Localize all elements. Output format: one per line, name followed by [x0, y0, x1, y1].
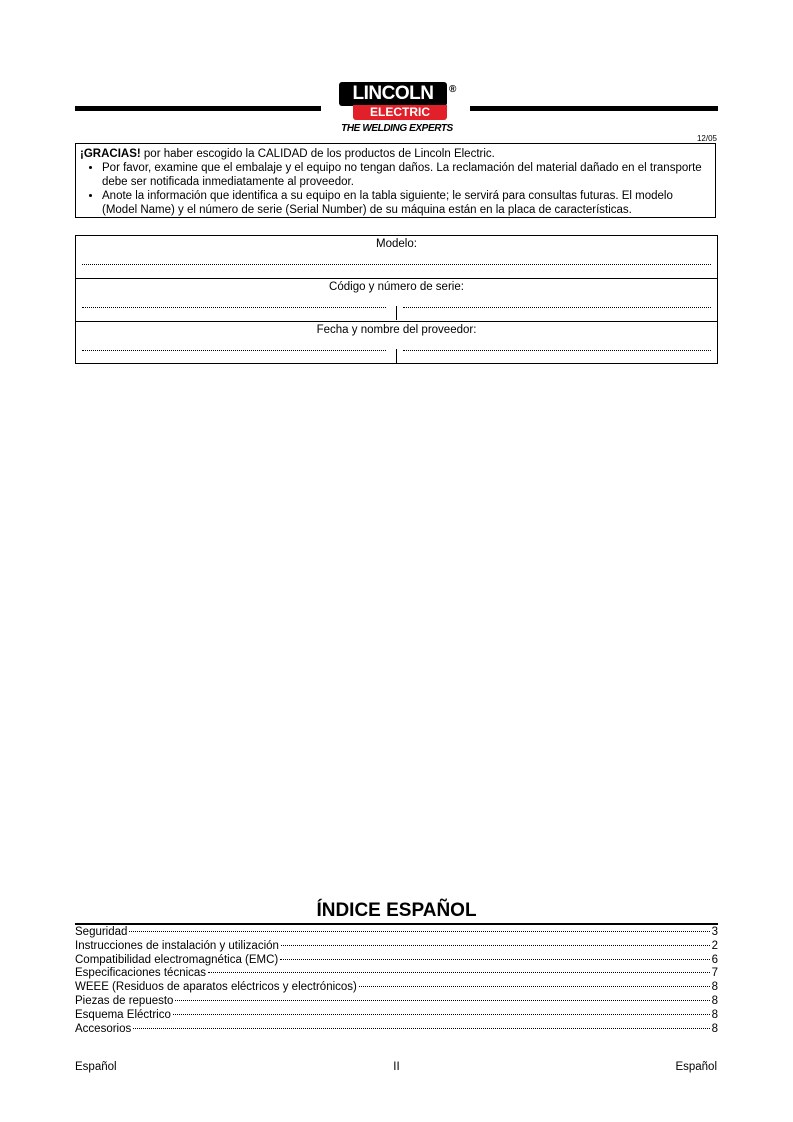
field-divider: [396, 306, 397, 320]
equipment-record-table: [75, 235, 718, 364]
toc-entry[interactable]: [75, 967, 718, 981]
thanks-lead: [80, 147, 711, 161]
toc-entry[interactable]: [75, 995, 718, 1009]
toc-entry[interactable]: [75, 940, 718, 954]
toc-leader: [280, 959, 709, 960]
toc-label: WEEE (Residuos de aparatos eléctricos y electrónicos): [75, 981, 357, 994]
toc-label: Esquema Eléctrico: [75, 1008, 171, 1021]
thanks-box: [75, 143, 716, 218]
toc-entry[interactable]: [75, 926, 718, 940]
footer-left: Español: [75, 1061, 117, 1073]
toc-page: 2: [711, 939, 718, 952]
toc-leader: [281, 945, 710, 946]
toc-entry[interactable]: [75, 1009, 718, 1023]
model-field[interactable]: [82, 264, 711, 265]
index-title: ÍNDICE ESPAÑOL: [316, 900, 477, 921]
toc-entry[interactable]: [75, 981, 718, 995]
serial-number-field[interactable]: [403, 307, 711, 308]
toc-label: Seguridad: [75, 926, 128, 938]
purchase-date-field[interactable]: [82, 350, 386, 351]
date-code: 12/05: [696, 134, 717, 143]
thanks-lead-text: por haber escogido la CALIDAD de los productos de Lincoln Electric.: [140, 148, 495, 160]
model-label: Modelo:: [376, 238, 417, 250]
serial-row: [76, 279, 717, 322]
supplier-name-field[interactable]: [403, 350, 711, 351]
toc-label: Accesorios: [75, 1022, 132, 1035]
toc-leader: [173, 1014, 710, 1015]
table-of-contents: [75, 926, 718, 1036]
supplier-row: [76, 322, 717, 363]
toc-page: 8: [711, 994, 718, 1007]
toc-page: 8: [711, 981, 718, 994]
toc-label: Instrucciones de instalación y utilización: [75, 939, 279, 952]
toc-label: Piezas de repuesto: [75, 994, 174, 1007]
index-rule: [75, 923, 718, 925]
header-rule-left: [75, 106, 321, 111]
logo-registered-mark: ®: [449, 84, 457, 95]
thanks-bullets: [80, 161, 711, 217]
toc-page: 8: [711, 1022, 718, 1035]
toc-page: 6: [711, 953, 718, 966]
logo-wordmark-bottom: ELECTRIC: [353, 105, 447, 120]
serial-label: Código y número de serie:: [329, 281, 464, 293]
thanks-bold: ¡GRACIAS!: [80, 148, 141, 160]
footer-page-number: II: [393, 1061, 400, 1073]
toc-label: Compatibilidad electromagnética (EMC): [75, 953, 279, 966]
toc-leader: [129, 931, 709, 932]
thanks-bullet: • Anote la información que identifica a su equipo en la tabla siguiente; le servirá para consultas futuras. El modelo (Model Name) y el número de serie (Serial Number) de su máquina están en la placa de características.: [102, 189, 711, 217]
serial-code-field[interactable]: [82, 307, 386, 308]
toc-leader: [359, 986, 710, 987]
toc-entry[interactable]: [75, 954, 718, 968]
field-divider: [396, 349, 397, 363]
toc-leader: [208, 972, 710, 973]
supplier-label: Fecha y nombre del proveedor:: [316, 324, 477, 336]
header-rule-right: [470, 106, 718, 111]
lincoln-electric-logo: [333, 80, 463, 138]
toc-label: Especificaciones técnicas: [75, 967, 207, 980]
toc-entry[interactable]: [75, 1023, 718, 1037]
toc-leader: [175, 1000, 709, 1001]
toc-page: 8: [711, 1008, 718, 1021]
toc-page: 7: [711, 967, 718, 980]
footer-right: Español: [675, 1061, 717, 1073]
logo-tagline: THE WELDING EXPERTS: [341, 123, 453, 134]
thanks-bullet: • Por favor, examine que el embalaje y el equipo no tengan daños. La reclamación del material dañado en el transporte debe ser notificada inmediatamente al proveedor.: [102, 161, 711, 189]
toc-page: 3: [711, 926, 718, 938]
toc-leader: [133, 1028, 709, 1029]
logo-wordmark-top: LINCOLN: [339, 82, 447, 106]
model-row: [76, 236, 717, 279]
